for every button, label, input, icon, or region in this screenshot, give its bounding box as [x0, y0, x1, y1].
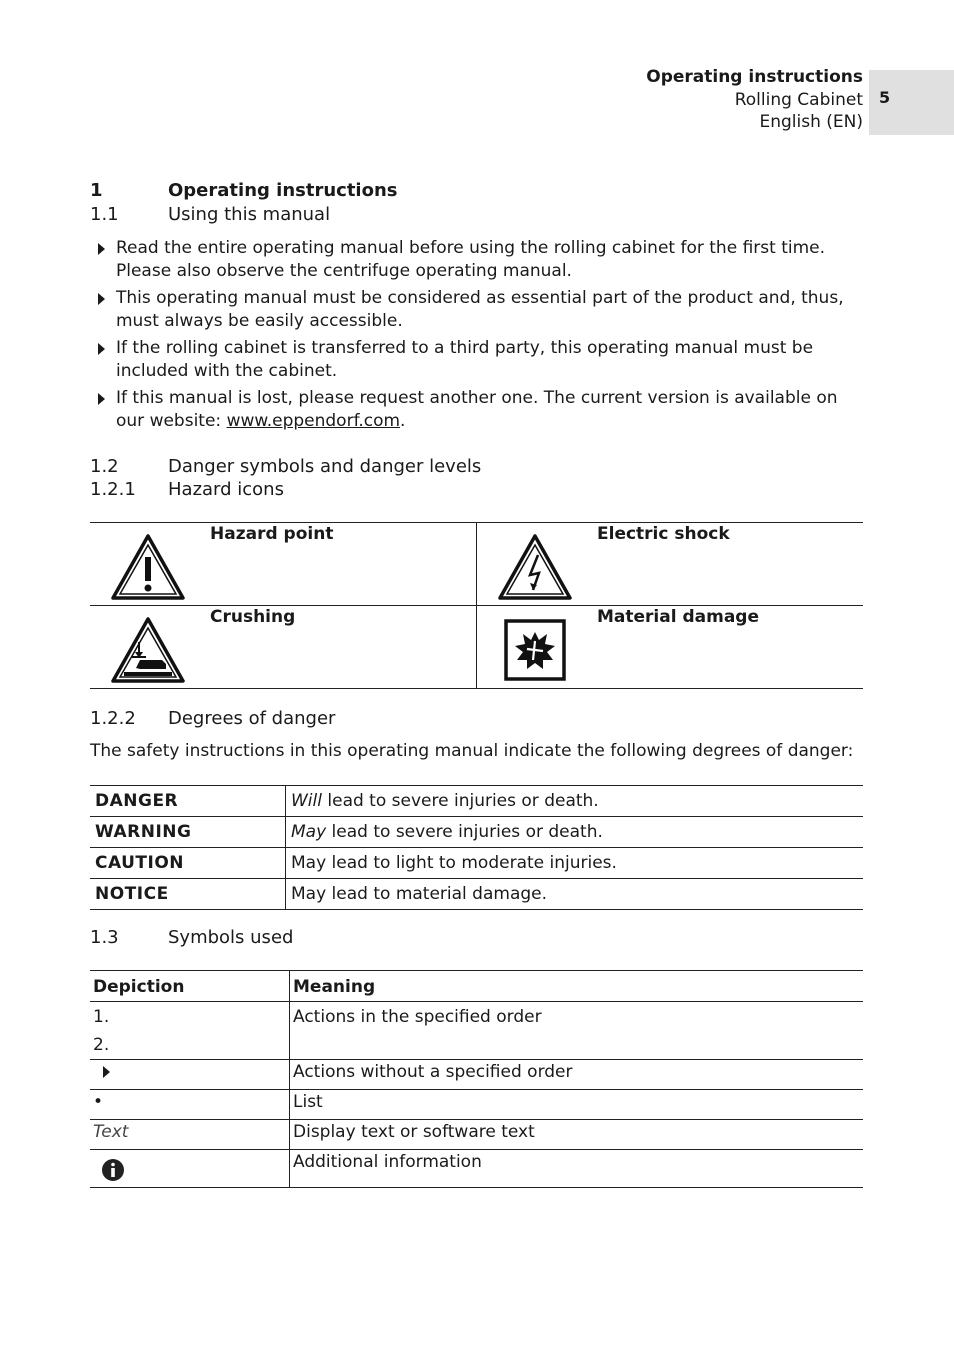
danger-description: May lead to severe injuries or death. [286, 817, 864, 848]
hazard-icons-table [90, 522, 863, 689]
right-arrow-icon [98, 293, 105, 305]
lightning-warning-icon [497, 533, 573, 601]
table-row [90, 1090, 863, 1120]
heading-number: 1.1 [90, 204, 119, 225]
danger-levels-table [90, 785, 863, 910]
list-item: This operating manual must be considered as essential part of the product and, thus, must always be easily accessible. [90, 287, 870, 333]
hazard-label: Hazard point [210, 524, 334, 544]
hazard-cell [90, 606, 477, 689]
heading-title: Degrees of danger [168, 708, 336, 729]
hazard-cell [477, 523, 864, 606]
heading-title: Symbols used [168, 927, 294, 948]
hazard-cell [477, 606, 864, 689]
table-row [90, 1120, 863, 1150]
table-header-row [90, 971, 863, 1002]
table-row [90, 1002, 863, 1060]
heading-title: Danger symbols and danger levels [168, 456, 482, 477]
meaning-cell: List [290, 1090, 864, 1120]
page-number-box [869, 70, 954, 135]
danger-level: WARNING [90, 817, 286, 848]
material-damage-icon [497, 616, 573, 684]
column-header-meaning: Meaning [290, 971, 864, 1002]
usage-bullet-list [90, 237, 870, 437]
hazard-label: Material damage [597, 607, 759, 627]
danger-level: NOTICE [90, 879, 286, 910]
danger-level: DANGER [90, 786, 286, 817]
table-row [90, 817, 863, 848]
exclamation-warning-icon [110, 533, 186, 601]
table-row [90, 1060, 863, 1090]
column-header-depiction: Depiction [90, 971, 290, 1002]
right-arrow-icon [103, 1066, 110, 1078]
depiction-cell [90, 1060, 290, 1090]
right-arrow-icon [98, 243, 105, 255]
depiction-cell: 1. 2. [90, 1002, 290, 1060]
depiction-cell: • [90, 1090, 290, 1120]
table-row [90, 786, 863, 817]
heading-number: 1.2.1 [90, 479, 136, 500]
table-row [90, 848, 863, 879]
meaning-cell: Actions in the specified order [290, 1002, 864, 1060]
heading-number: 1 [90, 180, 103, 201]
danger-description: May lead to light to moderate injuries. [286, 848, 864, 879]
heading-title: Using this manual [168, 204, 331, 225]
depiction-cell [90, 1150, 290, 1188]
header-title: Operating instructions [646, 67, 863, 87]
heading-number: 1.3 [90, 927, 119, 948]
heading-title: Hazard icons [168, 479, 284, 500]
list-item: If the rolling cabinet is transferred to a third party, this operating manual must be included with the cabinet. [90, 337, 870, 383]
page-number: 5 [879, 88, 891, 107]
right-arrow-icon [98, 343, 105, 355]
page-header [646, 66, 863, 134]
header-product: Rolling Cabinet [734, 89, 863, 110]
right-arrow-icon [98, 393, 105, 405]
meaning-cell: Additional information [290, 1150, 864, 1188]
meaning-cell: Actions without a specified order [290, 1060, 864, 1090]
danger-description: Will lead to severe injuries or death. [286, 786, 864, 817]
info-icon [101, 1158, 125, 1182]
hand-crush-warning-icon [110, 616, 186, 684]
heading-number: 1.2 [90, 456, 119, 477]
hazard-cell [90, 523, 477, 606]
table-row [90, 1150, 863, 1188]
website-link[interactable]: www.eppendorf.com [226, 411, 401, 431]
heading-title: Operating instructions [168, 180, 398, 201]
symbols-table [90, 970, 863, 1188]
depiction-cell: Text [90, 1120, 290, 1150]
danger-description: May lead to material damage. [286, 879, 864, 910]
list-item: If this manual is lost, please request another one. The current version is available on our website: www.eppendorf.com. [90, 387, 870, 433]
meaning-cell: Display text or software text [290, 1120, 864, 1150]
hazard-label: Crushing [210, 607, 296, 627]
list-item: Read the entire operating manual before using the rolling cabinet for the first time. Please also observe the centrifuge operating manual. [90, 237, 870, 283]
degrees-intro: The safety instructions in this operating manual indicate the following degrees of danger: [90, 741, 854, 761]
hazard-label: Electric shock [597, 524, 730, 544]
heading-number: 1.2.2 [90, 708, 136, 729]
header-language: English (EN) [759, 112, 863, 132]
table-row [90, 879, 863, 910]
danger-level: CAUTION [90, 848, 286, 879]
